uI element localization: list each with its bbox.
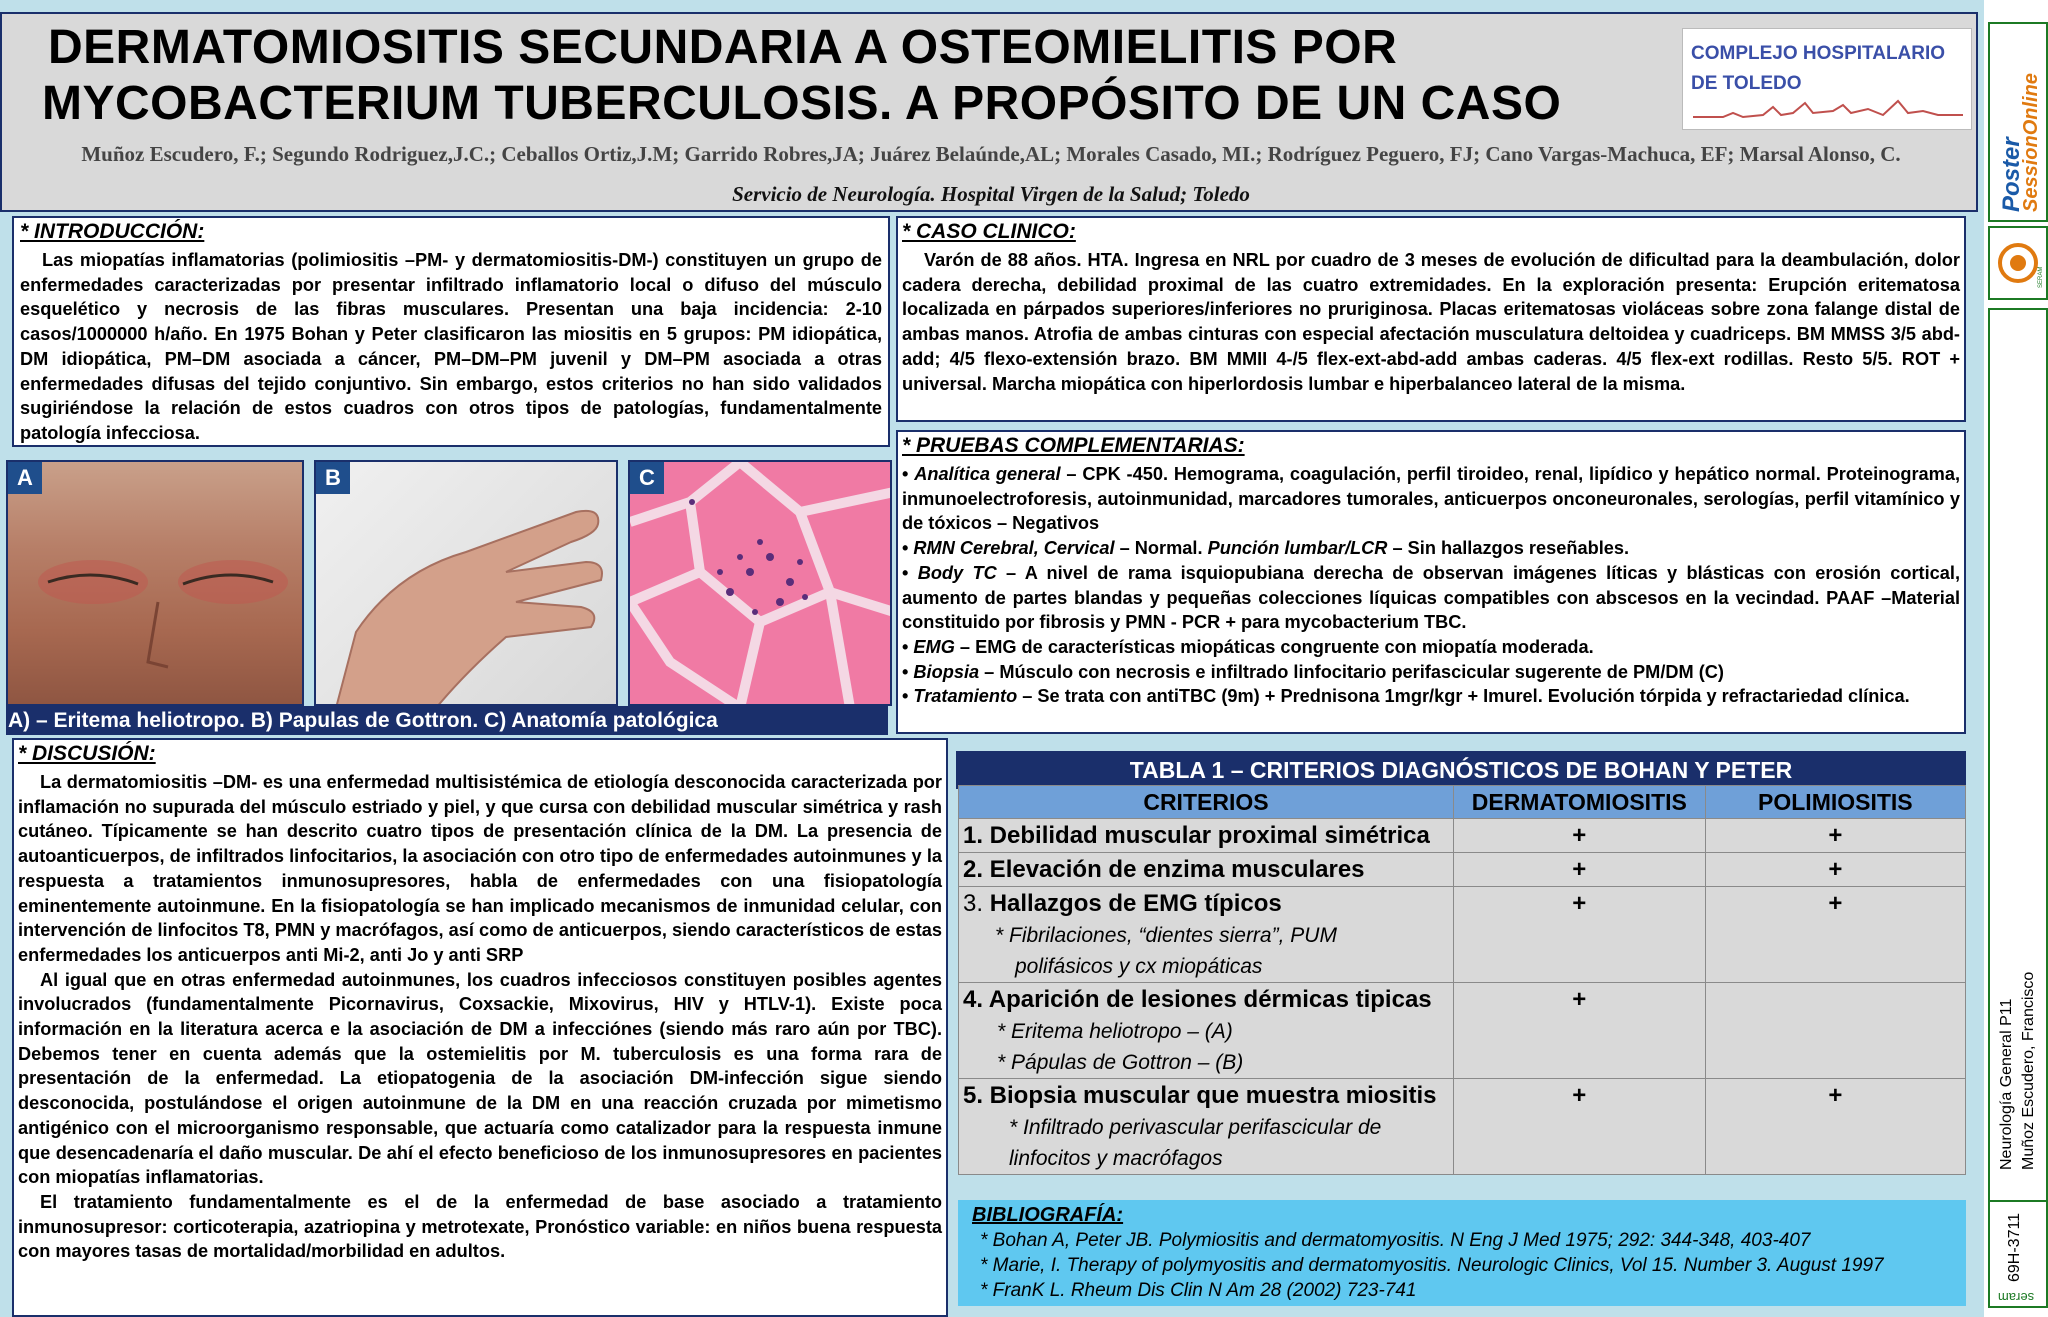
criterion-3 (959, 887, 1454, 983)
skyline-icon (1693, 95, 1963, 125)
poster-session-logo (1988, 22, 2048, 222)
title-line-1: DERMATOMIOSITIS SECUNDARIA A OSTEOMIELITIS POR (48, 21, 1398, 74)
poster-header (0, 12, 1978, 212)
sidebar-footer: seram (1997, 1290, 2035, 1305)
dm-cell: + (1453, 887, 1705, 983)
poster-code: 69H-3711 (2006, 1212, 2023, 1282)
criterion-4-main: 4. Aparición de lesiones dérmicas tipicas (963, 986, 1432, 1013)
photo-a-label: A (8, 462, 42, 494)
criterion-4-sub-2: * Pápulas de Gottron – (B) (997, 1051, 1244, 1074)
pm-cell: + (1705, 1079, 1965, 1175)
photo-a (6, 460, 304, 706)
photo-c (628, 460, 892, 706)
criterion-3-number: 3. (963, 890, 990, 917)
pruebas-list (902, 462, 1960, 709)
col-header-criterios: CRITERIOS (959, 786, 1454, 819)
criterion-3-sub-1: * Fibrilaciones, “dientes sierra”, PUM (995, 924, 1337, 947)
photo-b-label: B (316, 462, 350, 494)
face-icon (8, 462, 304, 706)
col-header-dm: DERMATOMIOSITIS (1453, 786, 1705, 819)
pruebas-item: • RMN Cerebral, Cervical – Normal. Punción lumbar/LCR – Sin hallazgos reseñables. (902, 538, 1630, 559)
dm-cell: + (1453, 1079, 1705, 1175)
sidebar (1984, 0, 2048, 1317)
intro-section (12, 216, 890, 447)
service: Servicio de Neurología. Hospital Virgen de la Salud; Toledo (732, 182, 1250, 206)
authors: Muñoz Escudero, F.; Segundo Rodriguez,J.C.; Ceballos Ortiz,J.M; Garrido Robres,JA; Juárez Belaúnde,AL; Morales Casado, MI.; Rodríguez Peguero, FJ; Cano Vargas-Machuca, EF; Marsal Alonso, C. (81, 142, 1901, 166)
sidebar-author: Muñoz Escudero, Francisco (2020, 971, 2037, 1170)
hospital-logo (1682, 28, 1972, 130)
criterion-3-main: Hallazgos de EMG típicos (989, 890, 1282, 917)
discusion-p1: La dermatomiositis –DM- es una enfermedad multisistémica de etiología desconocida caracterizada por inflamación no supurada del músculo estriado y piel, y que cursa con debilidad muscular simétrica y rash cutáneo. Típicamente se han descrito cuatro tipos de presentación clínica de la DM. La presencia de autoanticuerpos, de infiltrados linfocitarios, la asociación con otro tipo de enfermedades autoinmunes y la respuesta a tratamientos inmunosupresores, habla de enfermedades con una fisiopatología eminentemente autoinmune. En la fisiopatología se han implicado mecanismos de inmunidad celular, con intervención de linfocitos T8, PMN y macrófagos, así como de anticuerpos, siendo característicos de estas enfermedades los anticuerpos anti Mi-2, anti Jo y anti SRP (18, 772, 942, 965)
criterion-5 (959, 1079, 1454, 1175)
logo-line-1: COMPLEJO HOSPITALARIO (1691, 43, 1946, 64)
pruebas-item: • Analítica general – CPK -450. Hemograma, coagulación, perfil tiroideo, renal, lipídico y hepático normal. Proteinograma, inmunoelectroforesis, autoinmunidad, marcadores tumorales, anticuerpos onconeuronales, serologías, perfil vitamínico y de tóxicos – Negativos (902, 464, 1960, 534)
discusion-heading: * DISCUSIÓN: (18, 742, 156, 765)
pruebas-item: • Tratamiento – Se trata con antiTBC (9m) + Prednisona 1mgr/kgr + Imurel. Evolución tórpida y refractariedad clínica. (902, 686, 1910, 707)
table-row (959, 819, 1966, 853)
table-row (959, 1079, 1966, 1175)
pm-cell: + (1705, 819, 1965, 853)
criterion-3-sub-2: polifásicos y cx miopáticas (1015, 955, 1263, 978)
criterion-4-sub-1: * Eritema heliotropo – (A) (997, 1020, 1233, 1043)
criterion-4 (959, 983, 1454, 1079)
dm-cell: + (1453, 819, 1705, 853)
poster-title (42, 20, 1688, 132)
bibliografia-ref: * Marie, I. Therapy of polymyositis and dermatomyositis. Neurologic Clinics, Vol 15. Number 3. August 1997 (980, 1255, 1884, 1276)
dm-cell: + (1453, 983, 1705, 1079)
tabla-title: TABLA 1 – CRITERIOS DIAGNÓSTICOS DE BOHAN Y PETER (956, 751, 1966, 789)
intro-text: Las miopatías inflamatorias (polimiositis –PM- y dermatomiositis-DM-) constituyen un grupo de enfermedades caracterizadas por presentar infiltrado inflamatorio local o difuso del músculo esquelético y necrosis de las fibras musculares. Presentan una baja incidencia: 2-10 casos/1000000 h/año. En 1975 Bohan y Peter clasificaron las miositis en 5 grupos: PM idiopática, DM idiopática, PM–DM asociada a cáncer, PM–DM–PM juvenil y DM–PM asociada a otras enfermedades difusas del tejido conjuntivo. Sin embargo, estos criterios no han sido validados sugiriéndose la relación de estos cuadros con otros tipos de patologías, fundamentalmente patología infecciosa. (20, 250, 882, 443)
criterion-5-sub-2: linfocitos y macrófagos (1009, 1147, 1223, 1170)
table-row (959, 887, 1966, 983)
discusion-section (12, 738, 948, 1317)
seram-emblem-icon (1992, 230, 2044, 296)
brand-poster: Poster (1998, 137, 2025, 212)
intro-heading: * INTRODUCCIÓN: (20, 220, 205, 243)
bibliografia-heading: BIBLIOGRAFÍA: (972, 1204, 1124, 1226)
sidebar-category: Neurología General P11 (1998, 998, 2015, 1170)
photo-c-label: C (630, 462, 664, 494)
histology-icon (630, 462, 892, 706)
criteria-table-wrap (958, 785, 1966, 1175)
pm-cell: + (1705, 887, 1965, 983)
criterion-5-main: 5. Biopsia muscular que muestra miositis (963, 1082, 1437, 1109)
table-row (959, 983, 1966, 1079)
caso-section (896, 216, 1966, 422)
seram-logo (1988, 226, 2048, 300)
caso-heading: * CASO CLINICO: (902, 220, 1076, 243)
criterion-5-sub-1: * Infiltrado perivascular perifascicular de (1009, 1116, 1382, 1139)
caso-text: Varón de 88 años. HTA. Ingresa en NRL por cuadro de 3 meses de evolución de dificultad para la deambulación, dolor cadera derecha, debilidad proximal de las cuatro extremidades. En la exploración presenta: Erupción eritematosa localizada en párpados superiores/inferiores no pruriginosa. Placas eritematosas violáceas sobre zona falange distal de ambas manos. Atrofia de ambas cinturas con especial afectación musculatura deltoidea y cuadriceps. BM MMSS 3/5 abd-add; 4/5 flexo-extensión brazo. BM MMII 4-/5 flex-ext-abd-add ambas caderas. 4/5 flex-ext rodillas. Resto 5/5. ROT + universal. Marcha miopática con hiperlordosis lumbar e hiperbalanceo lateral de la misma. (902, 250, 1960, 394)
logo-line-2: DE TOLEDO (1691, 73, 1802, 94)
pruebas-heading: * PRUEBAS COMPLEMENTARIAS: (902, 434, 1245, 457)
bibliografia-ref: * Bohan A, Peter JB. Polymiositis and dermatomyositis. N Eng J Med 1975; 292: 344-348, 403-407 (980, 1230, 1811, 1251)
col-header-pm: POLIMIOSITIS (1705, 786, 1965, 819)
pruebas-item: • EMG – EMG de características miopáticas congruente con miopatía moderada. (902, 636, 1594, 657)
discusion-p3: El tratamiento fundamentalmente es el de la enfermedad de base asociado a tratamiento inmunosupresor: corticoterapia, azatriopina y metrotexate, Pronóstico variable: en niños buena respuesta con mayores tasas de mortalidad/morbilidad en adultos. (18, 1191, 942, 1262)
pm-cell (1705, 983, 1965, 1079)
brand-seram: SERAM (2038, 266, 2044, 288)
pruebas-item: • Biopsia – Músculo con necrosis e infiltrado linfocitario perifascicular sugerente de PM/DM (C) (902, 661, 1724, 682)
pm-cell: + (1705, 853, 1965, 887)
criterion-1: 1. Debilidad muscular proximal simétrica (959, 819, 1454, 853)
pruebas-section (896, 430, 1966, 734)
photo-b (314, 460, 618, 706)
photo-caption: A) – Eritema heliotropo. B) Papulas de Gottron. C) Anatomía patológica (6, 706, 888, 735)
bibliografia-ref: * FranK L. Rheum Dis Clin N Am 28 (2002) 723-741 (980, 1280, 1417, 1301)
hand-icon (316, 462, 618, 706)
table-header-row (959, 786, 1966, 819)
table-row (959, 853, 1966, 887)
title-line-2: MYCOBACTERIUM TUBERCULOSIS. A PROPÓSITO DE UN CASO (42, 77, 1562, 130)
pruebas-item: • Body TC – A nivel de rama isquiopubiana derecha de observan imágenes líticas y blásticas con erosión cortical, aumento de partes blandas y pequeñas colecciones líquicas compatibles con abscesos en la vecindad. PAAF –Material constituido por fibrosis y PMN - PCR + para mycobacterium TBC. (902, 562, 1961, 633)
sidebar-info (1988, 308, 2048, 1206)
criterion-2: 2. Elevación de enzima musculares (959, 853, 1454, 887)
brand-session: SessionOnline (2020, 73, 2042, 212)
discusion-p2: Al igual que en otras enfermedad autoinmunes, los cuadros infecciosos constituyen posibles agentes involucrados (fundamentalmente Picornavirus, Coxsackie, Mixovirus, HIV y HTLV-1). Existe poca información en la literatura acerca e la asociación de DM a infecciónes (siendo más raro aún por TBC). Debemos tener en cuenta además que la ostemielitis por M. tuberculosis es una forma rara de presentación de la enfermedad. La etiopatogenia de la asociación DM-infección sigue siendo desconocida, postulándose el origen autoinmune de la DM en una reacción cruzada por mimetismo antigénico con el microorganismo responsable, que actuaría como catalizador para la respuesta inmune que desencadenaría el daño muscular. De ahí el efecto beneficioso de los inmunosupresores en pacientes con miopatías inflamatorias. (18, 969, 942, 1188)
dm-cell: + (1453, 853, 1705, 887)
criteria-table (958, 785, 1966, 1175)
bibliografia-section (958, 1200, 1966, 1306)
